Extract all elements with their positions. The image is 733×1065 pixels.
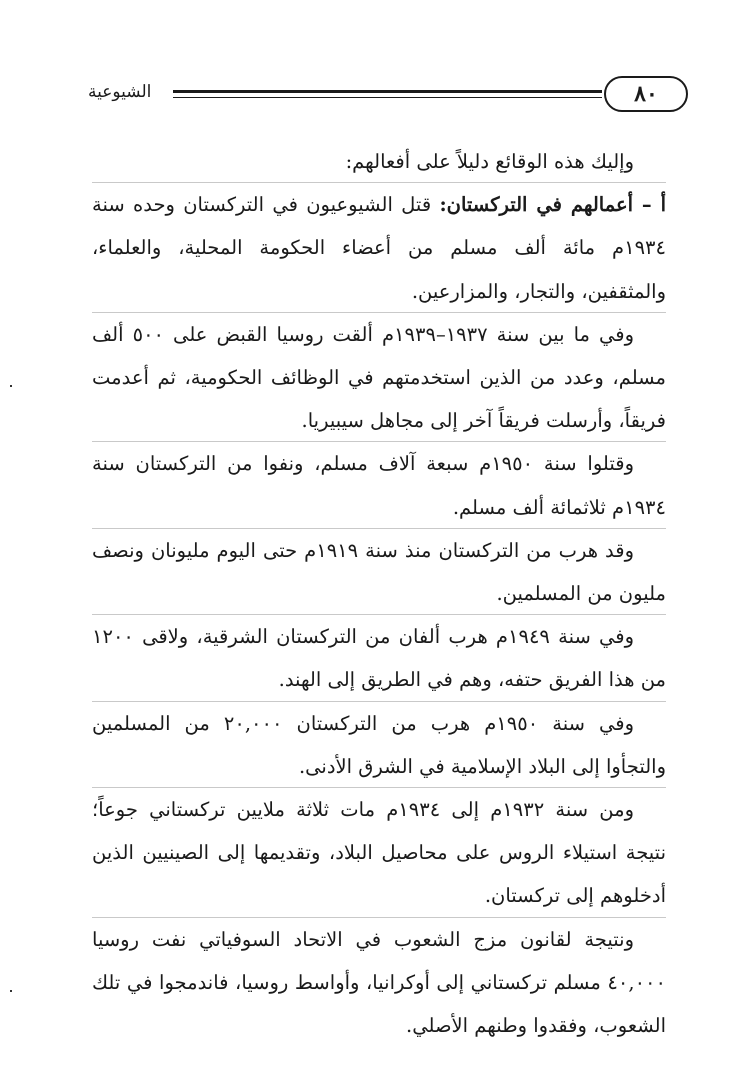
paragraph-text: وقد هرب من التركستان منذ سنة ١٩١٩م حتى اليوم مليونان ونصف مليون من المسلمين. (92, 538, 666, 606)
paragraph-1937-1939 (92, 312, 666, 443)
paragraph-text: وفي سنة ١٩٥٠م هرب من التركستان ٢٠,٠٠٠ من المسلمين والتجأوا إلى البلاد الإسلامية في الشرق الأدنى. (92, 711, 666, 778)
paragraph-text: ومن سنة ١٩٣٢م إلى ١٩٣٤م مات ثلاثة ملايين تركستاني جوعاً؛ نتيجة استيلاء الروس على محاصيل البلاد، وتقديمها إلى الصينيين الذين أدخلوهم إلى تركستان. (92, 798, 666, 908)
paragraph-text: ونتيجة لقانون مزج الشعوب في الاتحاد السوفياتي نفت روسيا ٤٠,٠٠٠ مسلم تركستاني إلى أوكرانيا، وأواسط روسيا، فاندمجوا في تلك الشعوب، وفقدوا وطنهم الأصلي. (92, 927, 666, 1038)
paragraph-1950-fled (92, 701, 666, 788)
paragraph-1919-fled (92, 528, 666, 615)
paragraph-1950-killings (92, 441, 666, 528)
scan-speck (10, 385, 12, 387)
paragraph-deportation (92, 917, 666, 1048)
page-header (88, 76, 688, 116)
running-title: الشيوعية (88, 82, 152, 102)
paragraph-intro (92, 140, 666, 183)
paragraph-text: قتل الشيوعيون في التركستان وحده سنة ١٩٣٤م مائة ألف مسلم من أعضاء الحكومة المحلية، والعلماء، والمثقفين، والتجار، والمزارعين. (92, 193, 666, 303)
scan-speck (10, 990, 12, 992)
paragraph-text: وإليك هذه الوقائع دليلاً على أفعالهم: (345, 150, 634, 173)
section-heading: أ – أعمالهم في التركستان: (439, 193, 666, 217)
paragraph-turkestan-actions (92, 182, 666, 313)
paragraph-text: وفي سنة ١٩٤٩م هرب ألفان من التركستان الشرقية، ولاقى ١٢٠٠ من هذا الفريق حتفه، وهم في الطريق إلى الهند. (92, 625, 666, 692)
paragraph-text: وفي ما بين سنة ١٩٣٧–١٩٣٩م ألقت روسيا القبض على ٥٠٠ ألف مسلم، وعدد من الذين استخدمتهم في الوظائف الحكومية، ثم أعدمت فريقاً، وأرسلت فريقاً آخر إلى مجاهل سيبيريا. (92, 322, 666, 433)
paragraph-1949-fled (92, 614, 666, 701)
page-number: ٨٠ (604, 76, 688, 112)
header-rule-thick (173, 90, 602, 93)
body-text (92, 140, 666, 1047)
paragraph-famine (92, 787, 666, 918)
paragraph-text: وقتلوا سنة ١٩٥٠م سبعة آلاف مسلم، ونفوا من التركستان سنة ١٩٣٤م ثلاثمائة ألف مسلم. (92, 452, 666, 519)
header-rule-thin (173, 97, 602, 98)
